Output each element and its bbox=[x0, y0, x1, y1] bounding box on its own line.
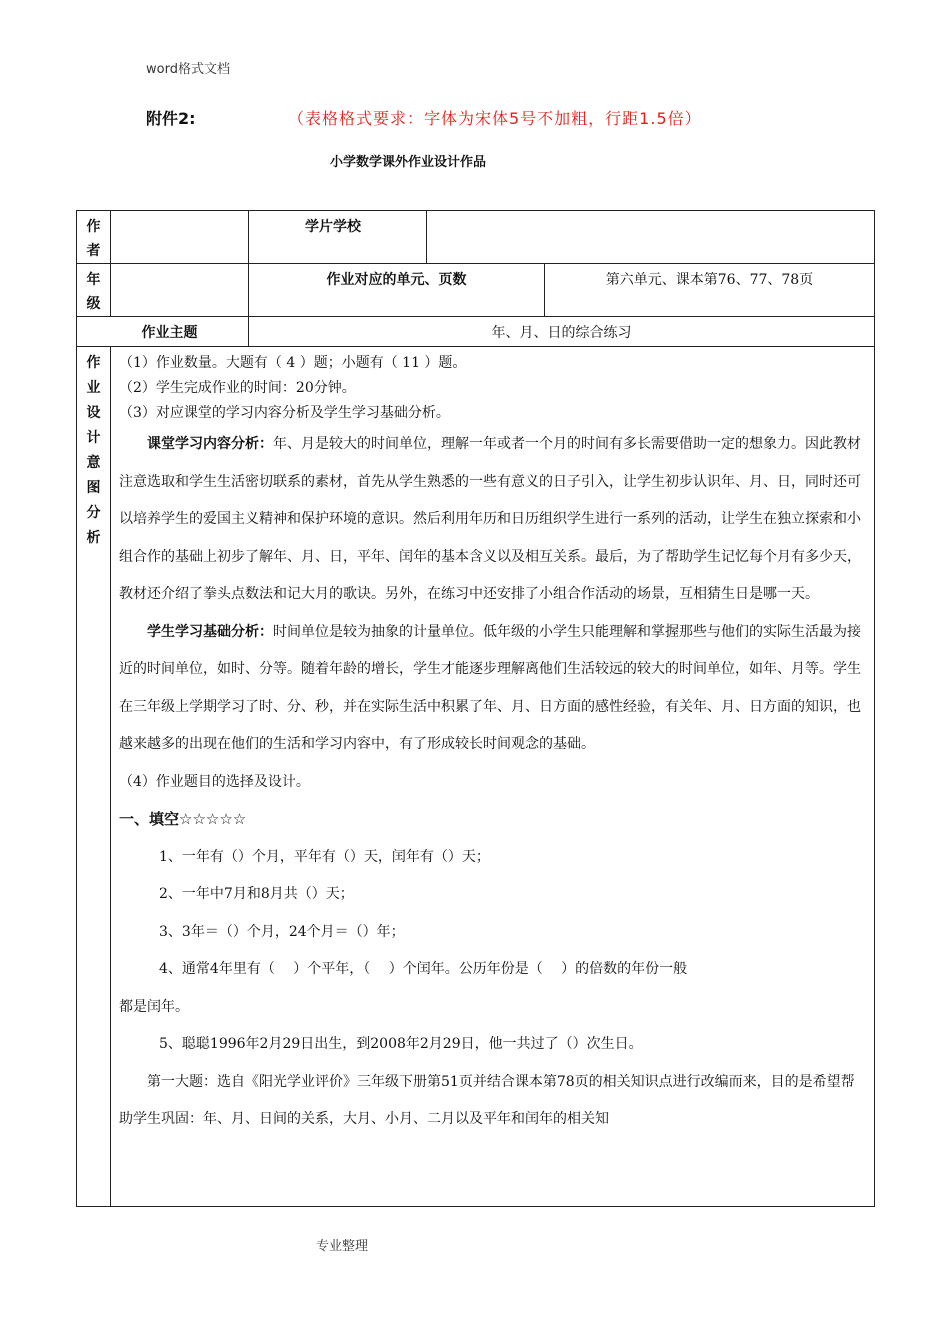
content-analysis-paragraph bbox=[119, 426, 868, 614]
document-title: 小学数学课外作业设计作品 bbox=[330, 155, 487, 170]
basis-analysis-title: 学生学习基础分析： bbox=[147, 623, 273, 640]
item-1: （1）作业数量。大题有（ 4 ）题；小题有（ 11 ）题。 bbox=[119, 355, 467, 371]
grade-value bbox=[111, 264, 249, 317]
item-4: （4）作业题目的选择及设计。 bbox=[119, 773, 310, 790]
school-value bbox=[427, 211, 875, 264]
item-2: （2）学生完成作业的时间：20分钟。 bbox=[119, 380, 356, 396]
question-3: 3、3年＝（）个月，24个月＝（）年； bbox=[159, 923, 405, 940]
content-analysis-text: 年、月是较大的时间单位，理解一年或者一个月的时间有多长需要借助一定的想象力。因此教材注意选取和学生生活密切联系的素材，首先从学生熟悉的一些有意义的日子引入，让学生初步认识年、月、日，同时还可以培养学生的爱国主义精神和保护环境的意识。然后利用年历和日历组织学生进行一系列的活动，让学生在独立探索和小组合作的基础上初步了解年、月、日，平年、闰年的基本含义以及相互关系。最后，为了帮助学生记忆每个月有多少天，教材还介绍了拳头点数法和记大月的歌诀。另外，在练习中还安排了小组合作活动的场景，互相猜生日是哪一天。 bbox=[119, 436, 861, 602]
footer-note: 专业整理 bbox=[316, 1239, 369, 1254]
content-analysis-title: 课堂学习内容分析： bbox=[147, 436, 273, 452]
attachment-line bbox=[146, 106, 702, 129]
theme-row bbox=[77, 317, 875, 347]
grade-label: 年 级 bbox=[77, 264, 111, 317]
attachment-label: 附件2: bbox=[146, 109, 196, 128]
question-4-continued: 都是闰年。 bbox=[119, 998, 189, 1015]
basis-analysis-text: 时间单位是较为抽象的计量单位。低年级的小学生只能理解和掌握那些与他们的实际生活最为接近的时间单位，如时、分等。随着年龄的增长，学生才能逐步理解离他们生活较远的较大的时间单位，如年、月等。学生在三年级上学期学习了时、分、秒，并在实际生活中积累了年、月、日方面的感性经验，有关年、月、日方面的知识，也越来越多的出现在他们的生活和学习内容中，有了形成较长时间观念的基础。 bbox=[119, 623, 861, 752]
theme-value: 年、月、日的综合练习 bbox=[249, 317, 875, 347]
author-label: 作 者 bbox=[77, 211, 111, 264]
item-3: （3）对应课堂的学习内容分析及学生学习基础分析。 bbox=[119, 405, 450, 421]
analysis-row bbox=[77, 347, 875, 1207]
basis-analysis-paragraph bbox=[119, 614, 868, 764]
question-1: 1、一年有（）个月，平年有（）天，闰年有（）天； bbox=[159, 848, 490, 865]
header-note: word格式文档 bbox=[146, 62, 230, 77]
analysis-label: 作 业 设 计 意 图 分 析 bbox=[77, 347, 111, 1207]
format-requirement: （表格格式要求：字体为宋体5号不加粗，行距1.5倍） bbox=[288, 109, 702, 128]
author-row bbox=[77, 211, 875, 264]
unit-label: 作业对应的单元、页数 bbox=[249, 264, 545, 317]
question-2: 2、一年中7月和8月共（）天； bbox=[159, 886, 354, 902]
author-value bbox=[111, 211, 249, 264]
analysis-content bbox=[111, 347, 875, 1207]
section-1-note: 第一大题：选自《阳光学业评价》三年级下册第51页并结合课本第78页的相关知识点进行改编而来，目的是希望帮助学生巩固：年、月、日间的关系，大月、小月、二月以及平年和闰年的相关知 bbox=[119, 1073, 855, 1127]
unit-value: 第六单元、课本第76、77、78页 bbox=[545, 264, 875, 317]
section-1-title: 一、填空☆☆☆☆☆ bbox=[119, 810, 247, 828]
grade-row bbox=[77, 264, 875, 317]
homework-design-table bbox=[76, 210, 875, 1207]
question-4: 4、通常4年里有（ ）个平年，（ ）个闰年。公历年份是（ ）的倍数的年份一般 bbox=[159, 961, 688, 977]
question-5: 5、聪聪1996年2月29日出生，到2008年2月29日，他一共过了（）次生日。 bbox=[159, 1036, 643, 1052]
school-label: 学片学校 bbox=[249, 211, 427, 264]
theme-label: 作业主题 bbox=[77, 317, 249, 347]
